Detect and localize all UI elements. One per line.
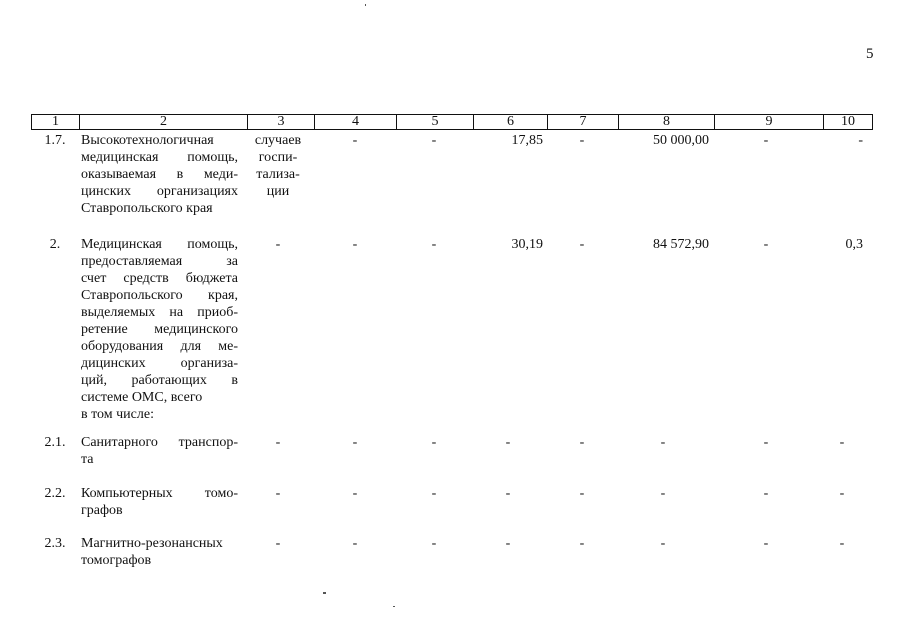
cell-col-8: -	[660, 435, 666, 450]
row-unit: -	[275, 435, 281, 450]
header-col-8: 8	[618, 115, 714, 129]
row-description	[81, 236, 238, 423]
row-number: 2.1.	[44, 435, 66, 450]
cell-col-6: -	[505, 435, 511, 450]
cell-col-5: -	[431, 536, 437, 551]
desc-line: Ставропольского края,	[81, 288, 238, 303]
header-col-9: 9	[714, 115, 823, 129]
desc-line: системе ОМС, всего	[81, 390, 203, 405]
desc-line: ретение медицинского	[81, 322, 238, 337]
row-description	[81, 434, 238, 468]
scan-speck	[365, 4, 366, 6]
row-number: 1.7.	[44, 133, 66, 148]
cell-col-6: -	[505, 486, 511, 501]
cell-col-8: -	[660, 486, 666, 501]
header-col-1: 1	[52, 114, 59, 129]
cell-col-7: -	[579, 536, 585, 551]
desc-line: предоставляемая за	[81, 254, 238, 269]
cell-col-10: -	[839, 536, 845, 551]
desc-line: в том числе:	[81, 407, 154, 422]
cell-col-4: -	[352, 435, 358, 450]
header-col-2: 2	[79, 115, 247, 129]
desc-line: Высокотехнологичная	[81, 133, 214, 148]
cell-col-4: -	[352, 536, 358, 551]
header-col-5: 5	[396, 115, 473, 129]
cell-col-9: -	[763, 536, 769, 551]
desc-line: выделяемых на приоб-	[81, 305, 238, 320]
desc-line: Медицинская помощь,	[81, 237, 238, 252]
row-number: 2.3.	[44, 536, 66, 551]
desc-line: Компьютерных томо-	[81, 486, 238, 501]
cell-col-7: -	[579, 133, 585, 148]
cell-col-10: -	[858, 133, 863, 148]
cell-col-4: -	[352, 133, 358, 148]
header-col-10: 10	[823, 115, 872, 129]
header-col-6: 6	[473, 115, 547, 129]
desc-line: Магнитно-резонансных	[81, 536, 223, 551]
unit-line: госпи-	[258, 150, 298, 165]
unit-line: случаев	[254, 133, 302, 148]
cell-col-10: 0,3	[845, 237, 863, 252]
cell-col-8: 84 572,90	[653, 237, 709, 252]
desc-line: томографов	[81, 553, 152, 568]
desc-line: оборудования для ме-	[81, 339, 238, 354]
header-col-3: 3	[247, 115, 314, 129]
desc-line: графов	[81, 503, 123, 518]
cell-col-5: -	[431, 435, 437, 450]
cell-col-6: 30,19	[511, 237, 543, 252]
row-number: 2.	[49, 237, 61, 252]
desc-line: медицинская помощь,	[81, 150, 238, 165]
cell-col-7: -	[579, 435, 585, 450]
cell-col-10: -	[839, 486, 845, 501]
cell-col-6: -	[505, 536, 511, 551]
table-header-row	[31, 114, 873, 130]
row-description	[81, 535, 238, 569]
desc-line: дицинских организа-	[81, 356, 238, 371]
desc-line: оказываемая в меди-	[81, 167, 238, 182]
desc-line: ций, работающих в	[81, 373, 238, 388]
scan-speck	[323, 592, 326, 594]
row-unit: -	[275, 536, 281, 551]
scan-speck	[393, 606, 395, 607]
cell-col-4: -	[352, 237, 358, 252]
desc-line: та	[81, 452, 94, 467]
cell-col-4: -	[352, 486, 358, 501]
cell-col-8: 50 000,00	[653, 133, 709, 148]
row-number: 2.2.	[44, 486, 66, 501]
page-number: 5	[866, 46, 874, 62]
desc-line: счет средств бюджета	[81, 271, 238, 286]
cell-col-9: -	[763, 133, 769, 148]
row-description	[81, 132, 238, 217]
cell-col-10: -	[839, 435, 845, 450]
cell-col-9: -	[763, 435, 769, 450]
row-unit: -	[275, 237, 281, 252]
header-col-4: 4	[314, 115, 396, 129]
cell-col-7: -	[579, 237, 585, 252]
cell-col-6: 17,85	[511, 133, 543, 148]
cell-col-9: -	[763, 486, 769, 501]
row-unit: -	[275, 486, 281, 501]
desc-line: Санитарного транспор-	[81, 435, 238, 450]
unit-line: ции	[266, 184, 290, 199]
desc-line: Ставропольского края	[81, 201, 213, 216]
desc-line: цинских организациях	[81, 184, 238, 199]
cell-col-5: -	[431, 486, 437, 501]
row-unit	[245, 132, 311, 200]
cell-col-5: -	[431, 133, 437, 148]
row-description	[81, 485, 238, 519]
cell-col-9: -	[763, 237, 769, 252]
cell-col-5: -	[431, 237, 437, 252]
unit-line: тализа-	[256, 167, 300, 182]
cell-col-7: -	[579, 486, 585, 501]
cell-col-8: -	[660, 536, 666, 551]
header-col-7: 7	[547, 115, 618, 129]
